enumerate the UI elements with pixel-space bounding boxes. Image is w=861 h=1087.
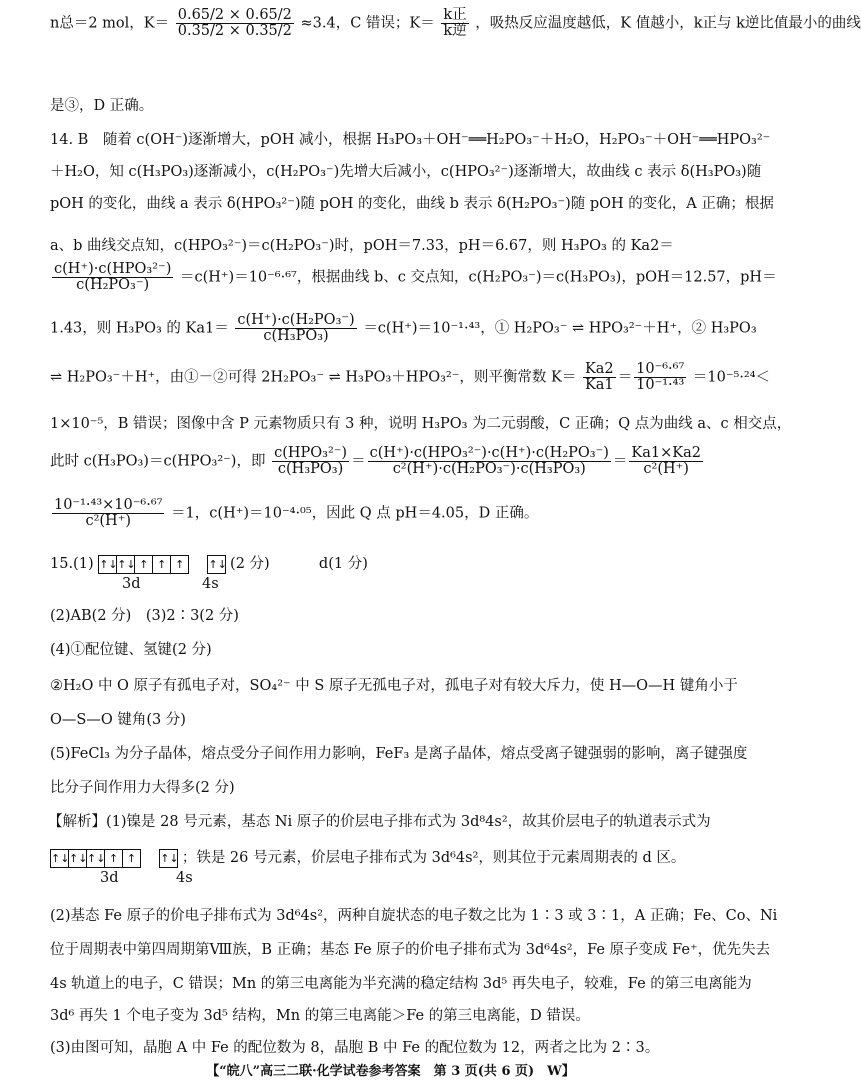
rate-frac-den: k逆 bbox=[443, 23, 467, 39]
q-ratio-den: c(H₃PO₃) bbox=[277, 461, 344, 477]
expanded-num: c(H⁺)·c(HPO₃²⁻)·c(H⁺)·c(H₂PO₃⁻) bbox=[369, 445, 609, 461]
expanded-den: c²(H⁺)·c(H₂PO₃⁻)·c(H₃PO₃) bbox=[392, 461, 586, 477]
page-footer: 【“皖八”高三二联·化学试卷参考答案 第 3 页(共 6 页) W】 bbox=[206, 1064, 575, 1079]
q15-line-7: 比分子间作用力大得多(2 分) bbox=[50, 780, 235, 796]
orbital-3d-diagram bbox=[98, 555, 188, 574]
q-ratio-fraction bbox=[272, 446, 349, 477]
ka2-den: c(H₂PO₃⁻) bbox=[76, 277, 150, 293]
q14-line-9: 此时 c(H₃PO₃)＝c(HPO₃²⁻)，即 $\frac{\text{c(HPO₃²⁻)}}{\text{c(H₃PO₃)}}$ ＝ $\frac{\text{c(H⁺)·c(HPO₃²⁻)·c(H⁺)·c(H₂PO₃⁻)}}{\text{c²(H⁺)·c(H₂PO₃⁻)·c(H₃PO₃)}}$ ＝ $\frac{Ka1\times Ka2}{\text{c²(H⁺)}}$ bbox=[50, 445, 701, 477]
q14-line-6-a: 1.43，则 H₃PO₃ 的 Ka1＝ bbox=[50, 320, 229, 337]
orbital-3d-b-cell: ↑↓ bbox=[86, 849, 105, 868]
q15-score-1: (2 分) bbox=[230, 556, 270, 572]
rate-frac-num: k正 bbox=[443, 7, 467, 23]
orbital-3d-b-cell: ↑↓ bbox=[68, 849, 87, 868]
q15-label: 15.(1) bbox=[50, 556, 94, 572]
top-text-a: n总＝2 mol，K＝ bbox=[50, 15, 170, 32]
q15-line-1 bbox=[50, 552, 368, 574]
pow-ratio-fraction bbox=[634, 362, 686, 393]
analysis-line-2 bbox=[50, 846, 685, 868]
pow-ratio-num: 10⁻⁶·⁶⁷ bbox=[636, 361, 685, 377]
label-4s-b: 4s bbox=[176, 870, 193, 886]
ka1-num: c(H⁺)·c(H₂PO₃⁻) bbox=[237, 312, 355, 328]
orbital-3d-cell: ↑↓ bbox=[116, 555, 135, 574]
orbital-3d-cell: ↑ bbox=[152, 555, 171, 574]
orbital-3d-b-cell: ↑ bbox=[104, 849, 123, 868]
q15-line-4: ②H₂O 中 O 原子有孤电子对，SO₄²⁻ 中 S 原子无孤电子对，孤电子对有较大斥力，使 H—O—H 键角小于 bbox=[50, 678, 738, 694]
k-ratio-den: Ka1 bbox=[584, 377, 614, 393]
top-line-1 bbox=[50, 8, 861, 39]
q14-line-6-b: ＝c(H⁺)＝10⁻¹·⁴³，① H₂PO₃⁻ ⇌ HPO₃²⁻＋H⁺，② H₃PO₃ bbox=[363, 320, 757, 337]
q14-line-7-b: ＝10⁻⁵·²⁴＜ bbox=[692, 369, 771, 386]
orbital-3d-b-cell: ↑ bbox=[122, 849, 141, 868]
label-3d-b: 3d bbox=[100, 870, 119, 886]
final-fraction bbox=[52, 498, 164, 529]
ka-product-den: c²(H⁺) bbox=[643, 461, 689, 477]
orbital-3d-b-cell: ↑↓ bbox=[50, 849, 69, 868]
rate-fraction bbox=[441, 8, 468, 39]
analysis-line-4: 位于周期表中第四周期第Ⅷ族，B 正确；基态 Fe 原子的价电子排布式为 3d⁶4s²，Fe 原子变成 Fe⁺，优先失去 bbox=[50, 942, 771, 958]
q14-line-6 bbox=[50, 313, 757, 344]
ka-product-num: Ka1×Ka2 bbox=[631, 445, 701, 461]
k-ratio-num: Ka2 bbox=[584, 361, 614, 377]
ka2-num: c(H⁺)·c(HPO₃²⁻) bbox=[54, 261, 172, 277]
q15-d-part: d(1 分) bbox=[318, 556, 368, 572]
analysis-line-1: 【解析】(1)镍是 28 号元素，基态 Ni 原子的价层电子排布式为 3d⁸4s²，故其价层电子的轨道表示式为 bbox=[48, 814, 711, 830]
analysis-line-6: 3d⁶ 再失 1 个电子变为 3d⁵ 结构，Mn 的第三电离能＞Fe 的第三电离能，D 错误。 bbox=[50, 1008, 590, 1024]
analysis-line-3: (2)基态 Fe 原子的价电子排布式为 3d⁶4s²，两种自旋状态的电子数之比为 1∶3 或 3∶1，A 正确；Fe、Co、Ni bbox=[50, 908, 778, 924]
label-4s: 4s bbox=[202, 576, 219, 592]
q14-line-10 bbox=[50, 498, 538, 529]
q14-line-2: ＋H₂O，知 c(H₃PO₃)逐渐减小，c(H₂PO₃⁻)先增大后减小，c(HPO₃²⁻)逐渐增大，故曲线 c 表示 δ(H₃PO₃)随 bbox=[50, 164, 762, 180]
top-line-2: 是③，D 正确。 bbox=[50, 98, 154, 114]
top-text-c: ，吸热反应温度越低，K 值越小，k正与 k逆比值最小的曲线 bbox=[475, 15, 861, 32]
q14-line-8: 1×10⁻⁵，B 错误；图像中含 P 元素物质只有 3 种，说明 H₃PO₃ 为二元弱酸，C 正确；Q 点为曲线 a、c 相交点， bbox=[50, 416, 792, 432]
q14-line-7: ⇌ H₂PO₃⁻＋H⁺，由①－②可得 2H₂PO₃⁻ ⇌ H₃PO₃＋HPO₃²⁻，则平衡常数 K＝ $\frac{Ka2}{Ka1}$ ＝ $\frac{\text{10⁻⁶·⁶⁷}}{\text{10⁻¹·⁴³}}$ ＝10⁻⁵·²⁴＜ bbox=[50, 361, 771, 393]
orbital-4s-diagram bbox=[207, 555, 225, 574]
ka2-fraction bbox=[52, 262, 173, 293]
analysis-line-7: (3)由图可知，晶胞 A 中 Fe 的配位数为 8，晶胞 B 中 Fe 的配位数为 12，两者之比为 2∶3。 bbox=[50, 1040, 660, 1056]
analysis-line-5: 4s 轨道上的电子，C 错误；Mn 的第三电离能为半充满的稳定结构 3d⁵ 再失电子，较难，Fe 的第三电离能为 bbox=[50, 976, 752, 992]
orbital-3d-diagram-b bbox=[50, 849, 140, 868]
final-num: 10⁻¹·⁴³×10⁻⁶·⁶⁷ bbox=[54, 497, 163, 513]
k-frac-num: 0.65/2 × 0.65/2 bbox=[177, 7, 292, 23]
final-den: c²(H⁺) bbox=[85, 513, 131, 529]
label-3d: 3d bbox=[122, 576, 141, 592]
q14-line-10-text: ＝1，c(H⁺)＝10⁻⁴·⁰⁵，因此 Q 点 pH＝4.05，D 正确。 bbox=[171, 505, 539, 522]
q15-line-6: (5)FeCl₃ 为分子晶体，熔点受分子间作用力影响，FeF₃ 是离子晶体，熔点受离子键强弱的影响，离子键强度 bbox=[50, 746, 748, 762]
q14-line-7-a: ⇌ H₂PO₃⁻＋H⁺，由①－②可得 2H₂PO₃⁻ ⇌ H₃PO₃＋HPO₃²⁻，则平衡常数 K＝ bbox=[50, 369, 577, 386]
q-ratio-num: c(HPO₃²⁻) bbox=[274, 445, 348, 461]
q14-line-1: 14. B 随着 c(OH⁻)逐渐增大，pOH 减小，根据 H₃PO₃＋OH⁻══H₂PO₃⁻＋H₂O，H₂PO₃⁻＋OH⁻══HPO₃²⁻ bbox=[50, 132, 771, 148]
orbital-3d-cell: ↑ bbox=[170, 555, 189, 574]
orbital-4s-cell: ↑↓ bbox=[207, 555, 226, 574]
q14-line-9-a: 此时 c(H₃PO₃)＝c(HPO₃²⁻)，即 bbox=[50, 453, 266, 470]
ka1-fraction bbox=[235, 313, 356, 344]
pow-ratio-den: 10⁻¹·⁴³ bbox=[636, 377, 685, 393]
orbital-4s-diagram-b bbox=[159, 849, 177, 868]
expanded-fraction bbox=[368, 446, 611, 477]
k-fraction bbox=[176, 8, 294, 39]
orbital-4s-b-cell: ↑↓ bbox=[159, 849, 178, 868]
k-frac-den: 0.35/2 × 0.35/2 bbox=[177, 23, 292, 39]
orbital-3d-cell: ↑ bbox=[134, 555, 153, 574]
ka-product-fraction bbox=[629, 446, 703, 477]
q15-line-2: (2)AB(2 分) (3)2∶3(2 分) bbox=[50, 608, 239, 624]
analysis-line-2-text: ；铁是 26 号元素，价层电子排布式为 3d⁶4s²，则其位于元素周期表的 d 区。 bbox=[181, 850, 686, 866]
orbital-3d-cell: ↑↓ bbox=[98, 555, 117, 574]
q14-line-4: a、b 曲线交点知，c(HPO₃²⁻)＝c(H₂PO₃⁻)时，pOH＝7.33，pH＝6.67，则 H₃PO₃ 的 Ka2＝ bbox=[50, 238, 674, 254]
q14-line-5 bbox=[50, 262, 777, 293]
q14-line-3: pOH 的变化，曲线 a 表示 δ(HPO₃²⁻)随 pOH 的变化，曲线 b 表示 δ(H₂PO₃⁻)随 pOH 的变化，A 正确；根据 bbox=[50, 196, 774, 212]
k-ratio-fraction bbox=[583, 362, 616, 393]
top-text-b: ≈3.4，C 错误；K＝ bbox=[300, 15, 435, 32]
q14-line-5-text: ＝c(H⁺)＝10⁻⁶·⁶⁷，根据曲线 b、c 交点知，c(H₂PO₃⁻)＝c(H₃PO₃)，pOH＝12.57，pH＝ bbox=[179, 269, 777, 286]
ka1-den: c(H₃PO₃) bbox=[263, 328, 329, 344]
q15-line-5: O—S—O 键角(3 分) bbox=[50, 712, 186, 728]
q15-line-3: (4)①配位键、氢键(2 分) bbox=[50, 642, 212, 658]
